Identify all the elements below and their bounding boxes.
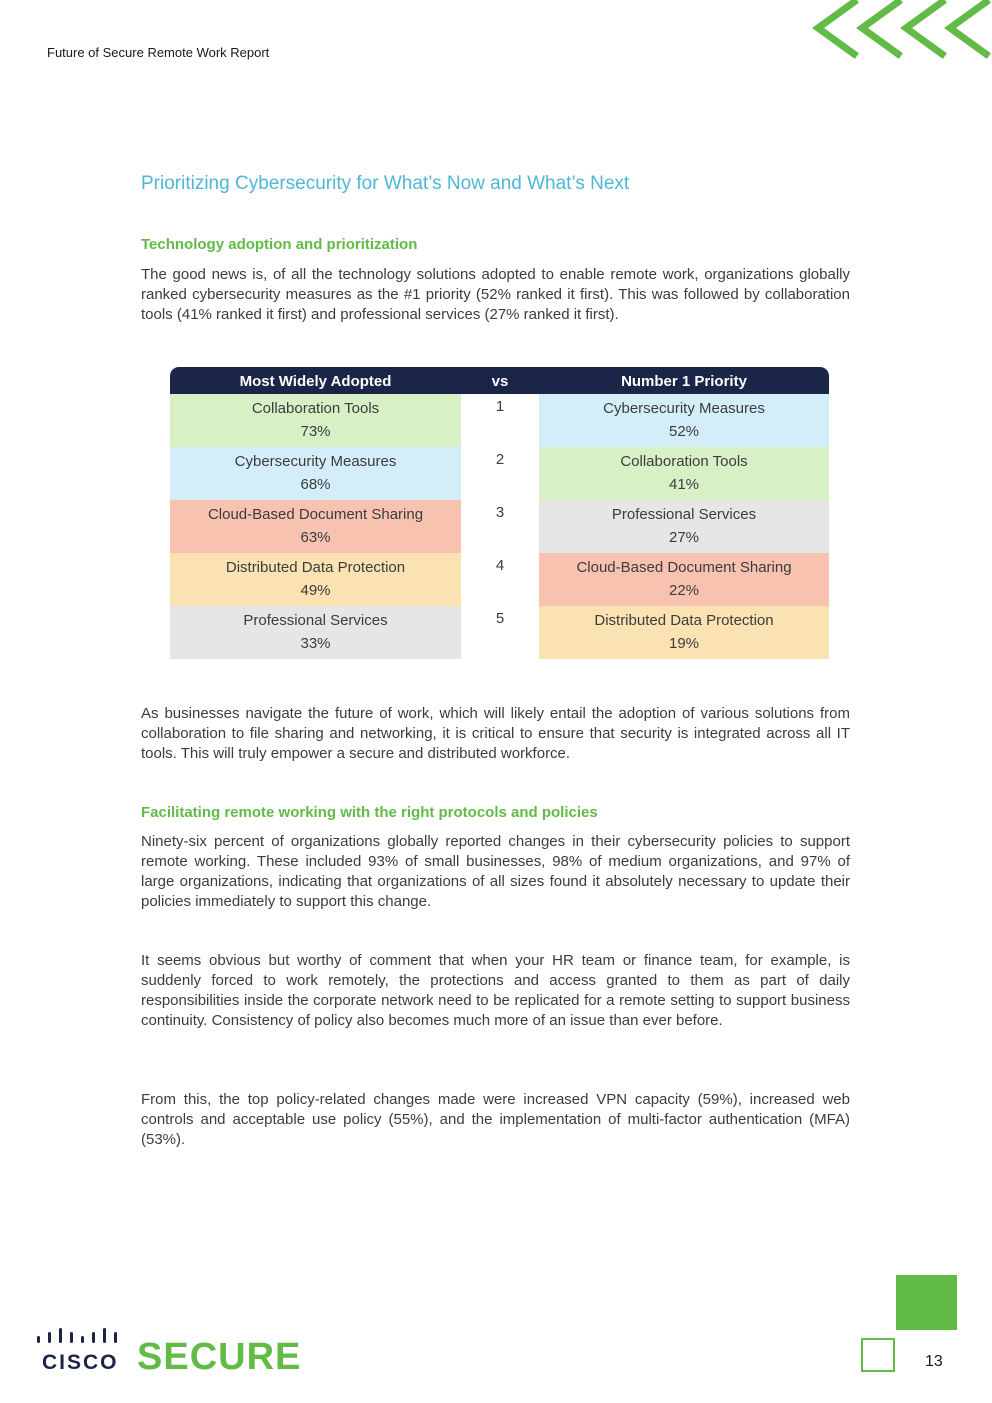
- right-cell: [539, 394, 829, 447]
- subheading-protocols-policies: Facilitating remote working with the right protocols and policies: [141, 804, 598, 821]
- right-cell: [539, 500, 829, 553]
- left-percent: 63%: [300, 529, 331, 546]
- paragraph-hr-finance: It seems obvious but worthy of comment that when your HR team or finance team, for example, is suddenly forced to work remotely, the protections and access granted to them as part of daily responsibilities inside the corporate network need to be replicated for a remote setting to support business continuity. Consistency of policy also becomes much more of an issue than ever before.: [141, 952, 850, 1029]
- comparison-table: [170, 367, 829, 659]
- right-percent: 52%: [668, 423, 700, 440]
- table-row: [170, 553, 829, 606]
- cisco-logo: [36, 1327, 120, 1375]
- section-title: Prioritizing Cybersecurity for What’s Now and What’s Next: [141, 173, 630, 194]
- subheading-technology-adoption: Technology adoption and prioritization: [141, 236, 418, 253]
- right-cell: [539, 553, 829, 606]
- paragraph-future-of-work: As businesses navigate the future of work, which will likely entail the adoption of various solutions from collaboration to file sharing and networking, it is critical to ensure that security is integrated across all IT tools. This will truly empower a secure and distributed workforce.: [141, 705, 850, 762]
- left-name: Cybersecurity Measures: [234, 453, 397, 470]
- table-row: [170, 447, 829, 500]
- header-number-1-priority: Number 1 Priority: [621, 373, 747, 390]
- left-name: Cloud-Based Document Sharing: [207, 506, 424, 523]
- left-name: Distributed Data Protection: [225, 559, 406, 576]
- rank-number: 1: [495, 398, 505, 415]
- table-row: [170, 500, 829, 553]
- right-name: Distributed Data Protection: [594, 612, 774, 629]
- rank-number: 4: [495, 557, 505, 574]
- right-name: Cloud-Based Document Sharing: [576, 559, 792, 576]
- rank-number: 2: [495, 451, 505, 468]
- report-title: Future of Secure Remote Work Report: [47, 45, 270, 60]
- left-cell: [170, 606, 461, 659]
- table-row: [170, 606, 829, 659]
- secure-wordmark: SECURE: [137, 1336, 302, 1378]
- left-cell: [170, 553, 461, 606]
- right-name: Professional Services: [611, 506, 757, 523]
- left-percent: 73%: [300, 423, 331, 440]
- left-percent: 68%: [300, 476, 331, 493]
- right-percent: 41%: [668, 476, 700, 493]
- left-name: Professional Services: [243, 612, 388, 629]
- table-header: [170, 367, 829, 394]
- paragraph-top-changes: From this, the top policy-related changes made were increased VPN capacity (59%), increased web controls and acceptable use policy (55%), and the implementation of multi-factor authentication (MFA) (53%).: [141, 1091, 850, 1148]
- right-cell: [539, 606, 829, 659]
- right-percent: 27%: [668, 529, 700, 546]
- right-name: Cybersecurity Measures: [603, 400, 765, 417]
- left-cell: [170, 500, 461, 553]
- rank-number: 5: [495, 610, 505, 627]
- page-number: 13: [925, 1353, 943, 1370]
- right-name: Collaboration Tools: [620, 453, 748, 470]
- decorative-outline-square: [861, 1338, 895, 1372]
- right-percent: 22%: [668, 582, 700, 599]
- chevron-decoration-icon: [806, 0, 992, 60]
- header-most-widely-adopted: Most Widely Adopted: [239, 373, 392, 390]
- paragraph-policy-changes: Ninety-six percent of organizations globally reported changes in their cybersecurity policies to support remote working. These included 93% of small businesses, 98% of medium organizations, and 97% of large organizations, indicating that organizations of all sizes found it absolutely necessary to update their policies immediately to support this change.: [141, 833, 850, 910]
- left-percent: 49%: [300, 582, 331, 599]
- cisco-bars-icon: [36, 1327, 120, 1347]
- table-body: [170, 394, 829, 659]
- left-cell: [170, 394, 461, 447]
- decorative-green-square: [896, 1275, 957, 1330]
- left-cell: [170, 447, 461, 500]
- right-percent: 19%: [668, 635, 700, 652]
- header-vs: vs: [491, 373, 509, 390]
- left-name: Collaboration Tools: [251, 400, 380, 417]
- rank-number: 3: [495, 504, 505, 521]
- right-cell: [539, 447, 829, 500]
- table-row: [170, 394, 829, 447]
- left-percent: 33%: [300, 635, 331, 652]
- cisco-wordmark: CISCO: [42, 1351, 119, 1374]
- paragraph-intro: The good news is, of all the technology solutions adopted to enable remote work, organizations globally ranked cybersecurity measures as the #1 priority (52% ranked it first). This was followed by collaboration tools (41% ranked it first) and professional services (27% ranked it first).: [141, 266, 850, 323]
